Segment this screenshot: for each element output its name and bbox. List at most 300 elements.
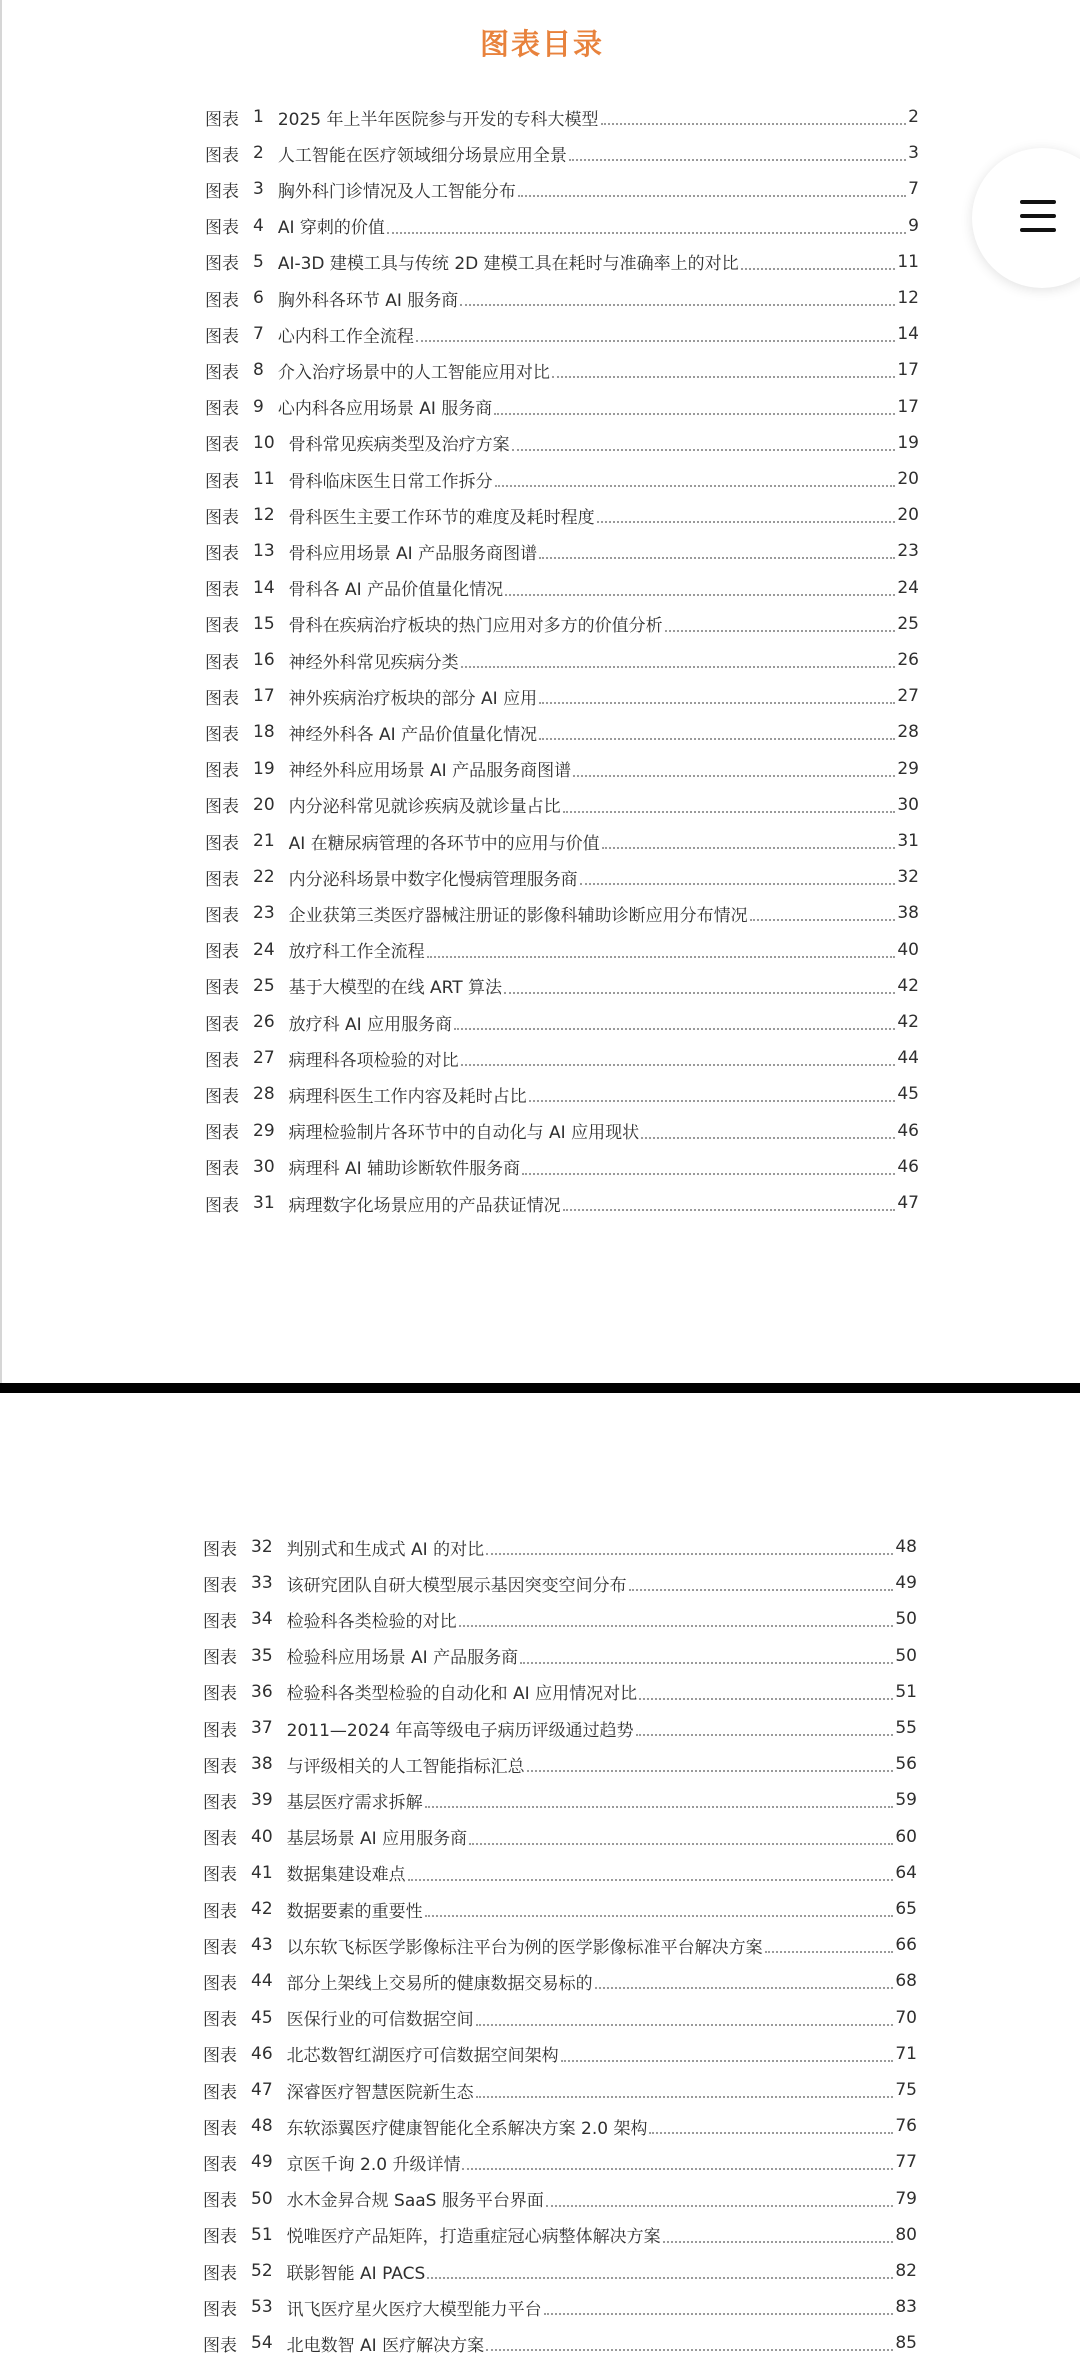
toc-entry[interactable] [205,1113,919,1149]
entry-number: 42 [251,1899,273,1919]
dot-leader [427,2259,893,2279]
entry-title: 神经外科应用场景 AI 产品服务商图谱 [288,761,572,782]
toc-entry[interactable] [205,1076,919,1112]
entry-title: 病理检验制片各环节中的自动化与 AI 应用现状 [288,1123,640,1144]
entry-page-number: 46 [897,1156,919,1177]
entry-title: 数据集建设难点 [286,1865,406,1886]
toc-entry[interactable] [203,1891,917,1927]
entry-page-number: 82 [895,2261,917,2281]
entry-title: 判别式和生成式 AI 的对比 [286,1539,485,1560]
entry-title: 内分泌科常见就诊疾病及就诊量占比 [288,797,561,818]
toc-entry[interactable] [203,1927,917,1963]
entry-page-number: 48 [895,1537,917,1557]
toc-entry[interactable] [205,352,919,388]
entry-title: 神经外科各 AI 产品价值量化情况 [288,724,538,745]
entry-page-number: 66 [895,1935,917,1956]
entry-number: 32 [251,1537,273,1557]
dot-leader [544,2295,894,2315]
toc-entry[interactable] [205,99,919,135]
entry-label: 图表 [203,1901,237,1922]
entry-number: 20 [253,794,275,815]
entry-page-number: 20 [897,469,919,489]
toc-entry[interactable] [203,1638,917,1674]
dot-leader [486,1535,893,1555]
entry-label: 图表 [205,218,239,239]
dot-leader [580,865,896,885]
entry-number: 23 [253,903,275,924]
entry-page-number: 56 [895,1754,917,1775]
entry-label: 图表 [203,1829,237,1850]
toc-entry[interactable] [203,2072,917,2108]
entry-number: 16 [253,650,275,670]
entry-number: 51 [251,2224,273,2245]
entry-number: 33 [251,1573,273,1594]
entry-number: 50 [251,2188,273,2209]
entry-number: 1 [253,107,264,127]
entry-title: 神经外科常见疾病分类 [288,652,459,673]
toc-entry[interactable] [205,280,919,316]
entry-label: 图表 [203,1539,237,1560]
toc-entry[interactable] [205,208,919,244]
entry-label: 图表 [203,1648,237,1669]
dot-leader [569,141,906,161]
entry-page-number: 11 [897,251,919,272]
entry-title: AI-3D 建模工具与传统 2D 建模工具在耗时与准确率上的对比 [277,254,739,275]
dot-leader [561,2042,894,2062]
toc-entry[interactable] [205,932,919,968]
entry-label: 图表 [205,761,239,782]
toc-entry[interactable] [205,389,919,425]
entry-label: 图表 [203,2082,237,2103]
entry-label: 图表 [203,1792,237,1813]
toc-entry[interactable] [203,2036,917,2072]
dot-leader [665,612,896,632]
entry-number: 17 [253,686,275,707]
entry-number: 45 [251,2007,273,2028]
dot-leader [504,974,895,994]
entry-number: 37 [251,1718,273,1738]
entry-number: 11 [253,469,275,489]
entry-number: 18 [253,722,275,743]
entry-label: 图表 [205,326,239,347]
toc-entry[interactable] [203,2108,917,2144]
dot-leader [641,1119,895,1139]
dot-leader [602,829,896,849]
entry-title: 放疗科工作全流程 [288,942,425,963]
entry-page-number: 12 [897,288,919,308]
entry-page-number: 45 [897,1084,919,1105]
entry-title: 骨科应用场景 AI 产品服务商图谱 [288,543,538,564]
entry-number: 29 [253,1120,275,1141]
entry-number: 26 [253,1012,275,1032]
entry-title: 心内科工作全流程 [277,326,414,347]
dot-leader [486,2331,893,2351]
entry-page-number: 59 [895,1790,917,1811]
entry-number: 21 [253,831,275,851]
dot-leader [427,938,896,958]
entry-label: 图表 [205,616,239,637]
entry-page-number: 25 [897,613,919,634]
entry-number: 19 [253,758,275,779]
entry-title: 2025 年上半年医院参与开发的专科大模型 [277,109,599,130]
entry-page-number: 17 [897,360,919,381]
dot-leader [520,1644,893,1664]
entry-page-number: 23 [897,541,919,562]
toc-entry[interactable] [203,2217,917,2253]
toc-entry[interactable] [205,135,919,171]
entry-label: 图表 [205,1086,239,1107]
entry-title: 放疗科 AI 应用服务商 [288,1014,453,1035]
toc-entry[interactable] [205,751,919,787]
entry-title: 悦唯医疗产品矩阵，打造重症冠心病整体解决方案 [286,2227,661,2248]
entry-number: 27 [253,1048,275,1069]
entry-label: 图表 [203,1611,237,1632]
entry-number: 8 [253,360,264,381]
entry-label: 图表 [203,2010,237,2031]
entry-page-number: 26 [897,650,919,670]
entry-number: 49 [251,2152,273,2173]
entry-number: 3 [253,179,264,200]
entry-label: 图表 [205,399,239,420]
toc-entry[interactable] [203,1782,917,1818]
dot-leader [636,1716,894,1736]
toc-entry[interactable] [203,1819,917,1855]
entry-number: 36 [251,1681,273,1702]
entry-title: 水木金昇合规 SaaS 服务平台界面 [286,2191,544,2212]
dot-leader [459,1607,894,1627]
dot-leader [461,648,896,668]
entry-title: 北芯数智红湖医疗可信数据空间架构 [286,2046,559,2067]
entry-title: 检验科应用场景 AI 产品服务商 [286,1648,519,1669]
entry-page-number: 17 [897,396,919,417]
toc-entry[interactable] [203,2144,917,2180]
entry-number: 7 [253,324,264,345]
entry-title: 基于大模型的在线 ART 算法 [288,978,503,999]
entry-label: 图表 [205,109,239,130]
entry-page-number: 30 [897,794,919,815]
entry-label: 图表 [203,2335,237,2356]
entry-number: 39 [251,1790,273,1811]
toc-entry[interactable] [205,895,919,931]
entry-label: 图表 [205,652,239,673]
dot-leader [563,1191,896,1211]
entry-label: 图表 [205,435,239,456]
entry-title: 基层医疗需求拆解 [286,1792,423,1813]
entry-page-number: 50 [895,1609,917,1630]
entry-number: 41 [251,1862,273,1883]
dot-leader [522,1155,895,1175]
entry-label: 图表 [205,1014,239,1035]
entry-number: 4 [253,215,264,236]
entry-label: 图表 [205,942,239,963]
entry-title: 部分上架线上交易所的健康数据交易标的 [286,1973,593,1994]
entry-page-number: 80 [895,2224,917,2245]
entry-title: 介入治疗场景中的人工智能应用对比 [277,362,550,383]
entry-title: 胸外科各环节 AI 服务商 [277,290,459,311]
entry-page-number: 77 [895,2152,917,2173]
entry-label: 图表 [203,1937,237,1958]
toc-entry[interactable] [203,2253,917,2289]
entry-page-number: 55 [895,1718,917,1738]
entry-page-number: 3 [908,143,919,164]
entry-label: 图表 [205,290,239,311]
entry-page-number: 50 [895,1645,917,1666]
entry-number: 47 [251,2080,273,2100]
entry-label: 图表 [205,905,239,926]
entry-number: 9 [253,396,264,417]
entry-number: 25 [253,975,275,996]
entry-title: 骨科各 AI 产品价值量化情况 [288,580,504,601]
toc-entry[interactable] [205,606,919,642]
entry-number: 28 [253,1084,275,1105]
toc-entry[interactable] [205,968,919,1004]
toc-entry[interactable] [205,1185,919,1221]
entry-title: 京医千询 2.0 升级详情 [286,2154,461,2175]
toc-entry[interactable] [203,2000,917,2036]
entry-label: 图表 [205,362,239,383]
entry-label: 图表 [205,724,239,745]
entry-label: 图表 [205,145,239,166]
toc-entry[interactable] [203,2325,917,2361]
entry-page-number: 9 [908,215,919,236]
dot-leader [539,539,895,559]
entry-label: 图表 [205,833,239,854]
toc-entry[interactable] [203,1674,917,1710]
entry-page-number: 83 [895,2297,917,2318]
toc-entry[interactable] [205,823,919,859]
entry-page-number: 64 [895,1862,917,1883]
dot-leader [460,286,895,306]
toc-entry[interactable] [205,1149,919,1185]
entry-page-number: 51 [895,1681,917,1702]
dot-leader [573,757,895,777]
toc-entry[interactable] [203,1565,917,1601]
toc-entry[interactable] [205,787,919,823]
toc-entry[interactable] [205,714,919,750]
entry-page-number: 68 [895,1971,917,1992]
dot-leader [649,2114,893,2134]
dot-leader [552,358,896,378]
dot-leader [461,1046,896,1066]
dot-leader [454,1010,895,1030]
entry-label: 图表 [203,1756,237,1777]
dot-leader [462,2150,893,2170]
entry-title: AI 在糖尿病管理的各环节中的应用与价值 [288,833,600,854]
entry-label: 图表 [203,2227,237,2248]
entry-label: 图表 [205,254,239,275]
toc-entry[interactable] [205,533,919,569]
entry-title: 病理科医生工作内容及耗时占比 [288,1086,527,1107]
entry-title: 病理科 AI 辅助诊断软件服务商 [288,1159,521,1180]
entry-label: 图表 [203,1575,237,1596]
entry-number: 48 [251,2116,273,2137]
entry-title: 骨科在疾病治疗板块的热门应用对多方的价值分析 [288,616,663,637]
dot-leader [529,1082,896,1102]
dot-leader [546,2187,893,2207]
entry-title: 胸外科门诊情况及人工智能分布 [277,181,516,202]
entry-label: 图表 [203,1684,237,1705]
dot-leader [505,576,895,596]
entry-title: 东软添翼医疗健康智能化全系解决方案 2.0 架构 [286,2118,648,2139]
dot-leader [476,2006,894,2026]
dot-leader [563,793,896,813]
toc-entry[interactable] [205,497,919,533]
entry-number: 12 [253,505,275,526]
entry-label: 图表 [203,2046,237,2067]
entry-label: 图表 [203,2118,237,2139]
entry-label: 图表 [205,507,239,528]
toc-entry[interactable] [205,244,919,280]
entry-page-number: 28 [897,722,919,743]
entry-number: 22 [253,867,275,888]
dot-leader [512,431,896,451]
page-divider [0,1383,1080,1393]
dot-leader [476,2078,894,2098]
dot-leader [741,250,896,270]
entry-number: 44 [251,1971,273,1992]
entry-label: 图表 [205,869,239,890]
entry-title: 神外疾病治疗板块的部分 AI 应用 [288,688,538,709]
entry-page-number: 19 [897,432,919,453]
entry-title: AI 穿刺的价值 [277,218,385,239]
entry-title: 心内科各应用场景 AI 服务商 [277,399,493,420]
dot-leader [469,1825,893,1845]
entry-label: 图表 [205,797,239,818]
entry-number: 40 [251,1826,273,1847]
entry-page-number: 49 [895,1573,917,1594]
toc-entry[interactable] [203,1963,917,1999]
entry-title: 检验科各类型检验的自动化和 AI 应用情况对比 [286,1684,638,1705]
dot-leader [595,1969,894,1989]
toc-entry[interactable] [205,425,919,461]
dot-leader [425,1897,894,1917]
dot-leader [425,1788,894,1808]
entry-number: 6 [253,288,264,308]
entry-label: 图表 [205,1195,239,1216]
entry-page-number: 85 [895,2333,917,2354]
entry-page-number: 27 [897,686,919,707]
toc-entry[interactable] [203,1529,917,1565]
entry-number: 53 [251,2297,273,2318]
entry-title: 与评级相关的人工智能指标汇总 [286,1756,525,1777]
dot-leader [387,214,906,234]
entry-number: 54 [251,2333,273,2354]
entry-page-number: 71 [895,2043,917,2064]
entry-title: 骨科常见疾病类型及治疗方案 [288,435,510,456]
toc-entry[interactable] [203,1855,917,1891]
entry-number: 35 [251,1645,273,1666]
entry-page-number: 2 [908,107,919,127]
entry-title: 内分泌科场景中数字化慢病管理服务商 [288,869,578,890]
toc-entry[interactable] [205,461,919,497]
entry-label: 图表 [205,978,239,999]
dot-leader [539,720,895,740]
dot-leader [663,2223,894,2243]
entry-number: 5 [253,251,264,272]
toc-entry[interactable] [205,859,919,895]
toc-entry[interactable] [205,171,919,207]
entry-number: 14 [253,577,275,598]
entry-number: 24 [253,939,275,960]
entry-label: 图表 [205,543,239,564]
toc-entry[interactable] [203,1601,917,1637]
entry-number: 52 [251,2261,273,2281]
entry-page-number: 32 [897,867,919,888]
entry-label: 图表 [205,471,239,492]
entry-label: 图表 [203,2191,237,2212]
toc-entry[interactable] [205,1040,919,1076]
entry-page-number: 47 [897,1193,919,1213]
entry-title: 该研究团队自研大模型展示基因突变空间分布 [286,1575,627,1596]
entry-page-number: 46 [897,1120,919,1141]
entry-label: 图表 [205,580,239,601]
toc-page-2 [0,1393,1080,2373]
entry-title: 人工智能在医疗领域细分场景应用全景 [277,145,567,166]
toc-entry[interactable] [203,2289,917,2325]
entry-label: 图表 [203,2154,237,2175]
dot-leader [597,503,896,523]
toc-entry[interactable] [205,678,919,714]
entry-number: 38 [251,1754,273,1775]
toc-entry[interactable] [205,642,919,678]
entry-page-number: 40 [897,939,919,960]
entry-page-number: 24 [897,577,919,598]
entry-title: 以东软飞标医学影像标注平台为例的医学影像标准平台解决方案 [286,1937,763,1958]
entry-page-number: 29 [897,758,919,779]
toc-entry[interactable] [205,1004,919,1040]
entry-number: 46 [251,2043,273,2064]
entry-label: 图表 [205,1123,239,1144]
toc-entry[interactable] [203,2181,917,2217]
entry-page-number: 20 [897,505,919,526]
entry-page-number: 31 [897,831,919,851]
dot-leader [494,395,895,415]
entry-page-number: 42 [897,1012,919,1032]
entry-title: 医保行业的可信数据空间 [286,2010,474,2031]
entry-title: 企业获第三类医疗器械注册证的影像科辅助诊断应用分布情况 [288,905,748,926]
entry-page-number: 79 [895,2188,917,2209]
toc-entry[interactable] [205,570,919,606]
entry-title: 数据要素的重要性 [286,1901,423,1922]
dot-leader [750,901,896,921]
entry-number: 43 [251,1935,273,1956]
dot-leader [495,467,896,487]
entry-number: 34 [251,1609,273,1630]
entry-title: 基层场景 AI 应用服务商 [286,1829,468,1850]
entry-label: 图表 [205,1159,239,1180]
dot-leader [408,1861,894,1881]
dot-leader [518,177,906,197]
entry-number: 31 [253,1193,275,1213]
entry-label: 图表 [205,688,239,709]
entry-label: 图表 [205,181,239,202]
entry-page-number: 75 [895,2080,917,2100]
entry-number: 15 [253,613,275,634]
entry-number: 10 [253,432,275,453]
dot-leader [629,1571,894,1591]
entry-page-number: 60 [895,1826,917,1847]
entry-label: 图表 [203,1865,237,1886]
toc-entry[interactable] [203,1710,917,1746]
entry-number: 30 [253,1156,275,1177]
dot-leader [601,105,907,125]
toc-entry[interactable] [205,316,919,352]
entry-title: 讯飞医疗星火医疗大模型能力平台 [286,2299,542,2320]
entry-title: 骨科临床医生日常工作拆分 [288,471,493,492]
toc-entry[interactable] [203,1746,917,1782]
entry-page-number: 70 [895,2007,917,2028]
entry-title: 检验科各类检验的对比 [286,1611,457,1632]
